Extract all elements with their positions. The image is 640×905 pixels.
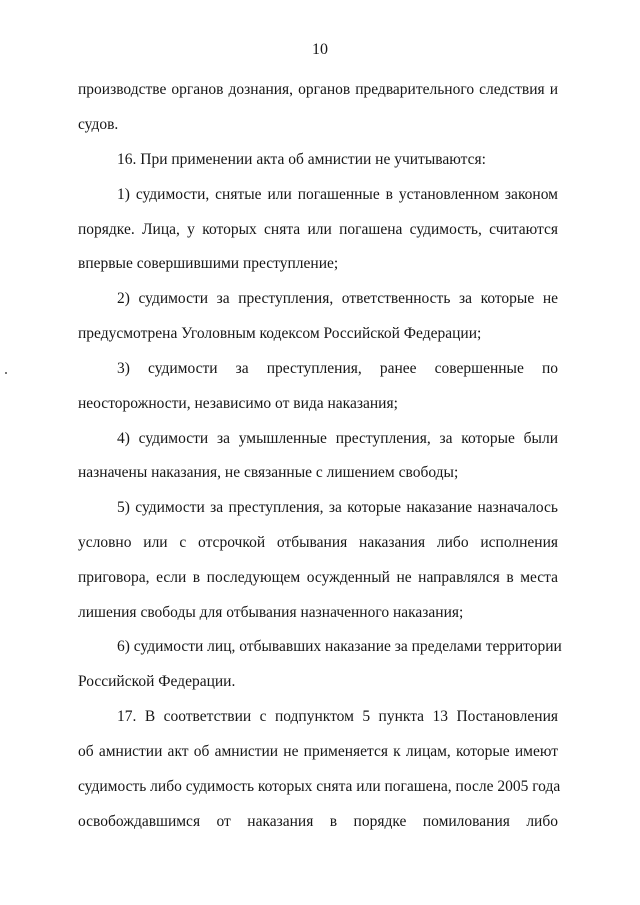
text-line: впервые совершившими преступление; <box>78 255 339 272</box>
paragraph-heading-17: 17. В соответствии с подпунктом 5 пункта 13 Постановления <box>117 708 558 725</box>
text-line: приговора, если в последующем осужденный не направлялся в места <box>78 569 558 586</box>
text-line: судов. <box>78 116 119 133</box>
text-line: 5) судимости за преступления, за которые наказание назначалось <box>117 499 558 516</box>
text-line: 6) судимости лиц, отбывавших наказание за пределами территории <box>117 638 562 655</box>
text-line: 1) судимости, снятые или погашенные в установленном законом <box>117 186 558 203</box>
text-line: предусмотрена Уголовным кодексом Российской Федерации; <box>78 325 482 342</box>
margin-mark <box>5 372 7 374</box>
text-line: об амнистии акт об амнистии не применяется к лицам, которые имеют <box>78 743 558 760</box>
text-line: освобождавшимся от наказания в порядке помилования либо <box>78 813 558 830</box>
text-line: назначены наказания, не связанные с лишением свободы; <box>78 464 459 481</box>
text-line: неосторожности, независимо от вида наказания; <box>78 395 398 412</box>
text-line: Российской Федерации. <box>78 673 236 690</box>
text-line: 3) судимости за преступления, ранее совершенные по <box>117 360 558 377</box>
text-line: 4) судимости за умышленные преступления, за которые были <box>117 430 558 447</box>
text-line: порядке. Лица, у которых снята или погашена судимость, считаются <box>78 221 558 238</box>
paragraph-heading-16: 16. При применении акта об амнистии не учитываются: <box>117 151 486 168</box>
text-line: 2) судимости за преступления, ответственность за которые не <box>117 290 558 307</box>
text-line: условно или с отсрочкой отбывания наказания либо исполнения <box>78 534 558 551</box>
text-line: лишения свободы для отбывания назначенного наказания; <box>78 604 464 621</box>
text-line: производстве органов дознания, органов предварительного следствия и <box>78 81 558 98</box>
page-number: 10 <box>312 41 328 58</box>
text-line: судимость либо судимость которых снята или погашена, после 2005 года <box>78 778 561 795</box>
